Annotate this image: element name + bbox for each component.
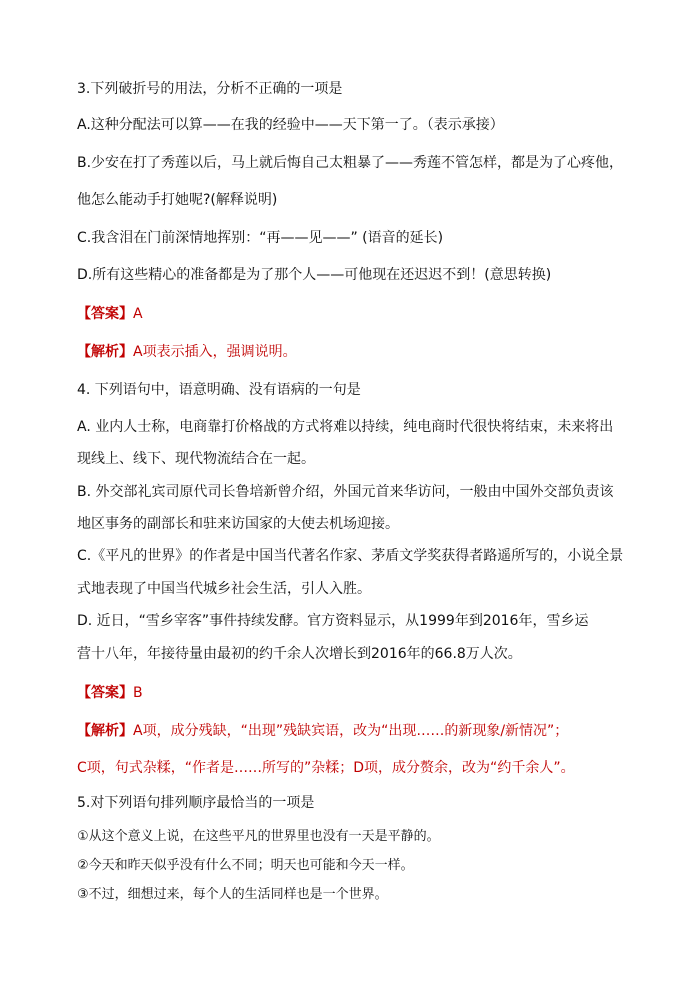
question-3-option-b-line2: 他怎么能动手打她呢?(解释说明) [77,192,278,208]
explanation-tag: 【解析】 [77,723,133,739]
question-5-sentence-2: ②今天和昨天似乎没有什么不同；明天也可能和今天一样。 [77,858,414,873]
question-4-explanation-line1 [77,721,667,741]
answer-value: A [133,306,143,322]
question-4-option-d-line1: D. 近日，“雪乡宰客”事件持续发酵。官方资料显示，从1999年到2016年，雪乡运 [77,613,589,629]
question-3-answer [77,304,667,324]
question-4-option-b-line1: B. 外交部礼宾司原代司长鲁培新曾介绍，外国元首来华访问，一般由中国外交部负责该 [77,484,614,500]
answer-value: B [133,685,143,701]
question-5-sentence-3: ③不过，细想过来，每个人的生活同样也是一个世界。 [77,887,388,902]
question-3-stem: 3.下列破折号的用法，分析不正确的一项是 [77,81,343,97]
question-4-option-b-line2: 地区事务的副部长和驻来访国家的大使去机场迎接。 [77,516,399,532]
question-3-option-c: C.我含泪在门前深情地挥别：“再——见——” (语音的延长) [77,230,444,246]
question-4-option-a-line1: A. 业内人士称，电商靠打价格战的方式将难以持续，纯电商时代很快将结束，未来将出 [77,419,614,435]
question-3-option-d: D.所有这些精心的准备都是为了那个人——可他现在还迟迟不到！(意思转换) [77,267,552,283]
question-3-explanation [77,342,667,362]
explanation-tag: 【解析】 [77,344,133,360]
question-4-option-c-line2: 式地表现了中国当代城乡社会生活，引人入胜。 [77,581,371,597]
question-3-option-a: A.这种分配法可以算——在我的经验中——天下第一了。（表示承接） [77,117,504,133]
question-4-answer [77,683,667,703]
question-4-option-c-line1: C.《平凡的世界》的作者是中国当代著名作家、茅盾文学奖获得者路遥所写的，小说全景 [77,548,624,564]
question-4-explanation-line2: C项，句式杂糅，“作者是……所写的”杂糅；D项，成分赘余，改为“约千余人”。 [77,760,575,776]
answer-tag: 【答案】 [77,685,133,701]
question-5-sentence-1: ①从这个意义上说，在这些平凡的世界里也没有一天是平静的。 [77,829,440,844]
question-4-option-d-line2: 营十八年，年接待量由最初的约千余人次增长到2016年的66.8万人次。 [77,646,522,662]
question-4-stem: 4. 下列语句中，语意明确、没有语病的一句是 [77,382,361,398]
explanation-text: A项表示插入，强调说明。 [133,344,297,360]
explanation-text: A项，成分残缺，“出现”残缺宾语，改为“出现……的新现象/新情况”； [133,723,569,739]
question-4-option-a-line2: 现线上、线下、现代物流结合在一起。 [77,451,315,467]
answer-tag: 【答案】 [77,306,133,322]
question-3-option-b-line1: B.少安在打了秀莲以后，马上就后悔自己太粗暴了——秀莲不管怎样，都是为了心疼他， [77,155,624,171]
question-5-stem: 5.对下列语句排列顺序最恰当的一项是 [77,795,315,811]
